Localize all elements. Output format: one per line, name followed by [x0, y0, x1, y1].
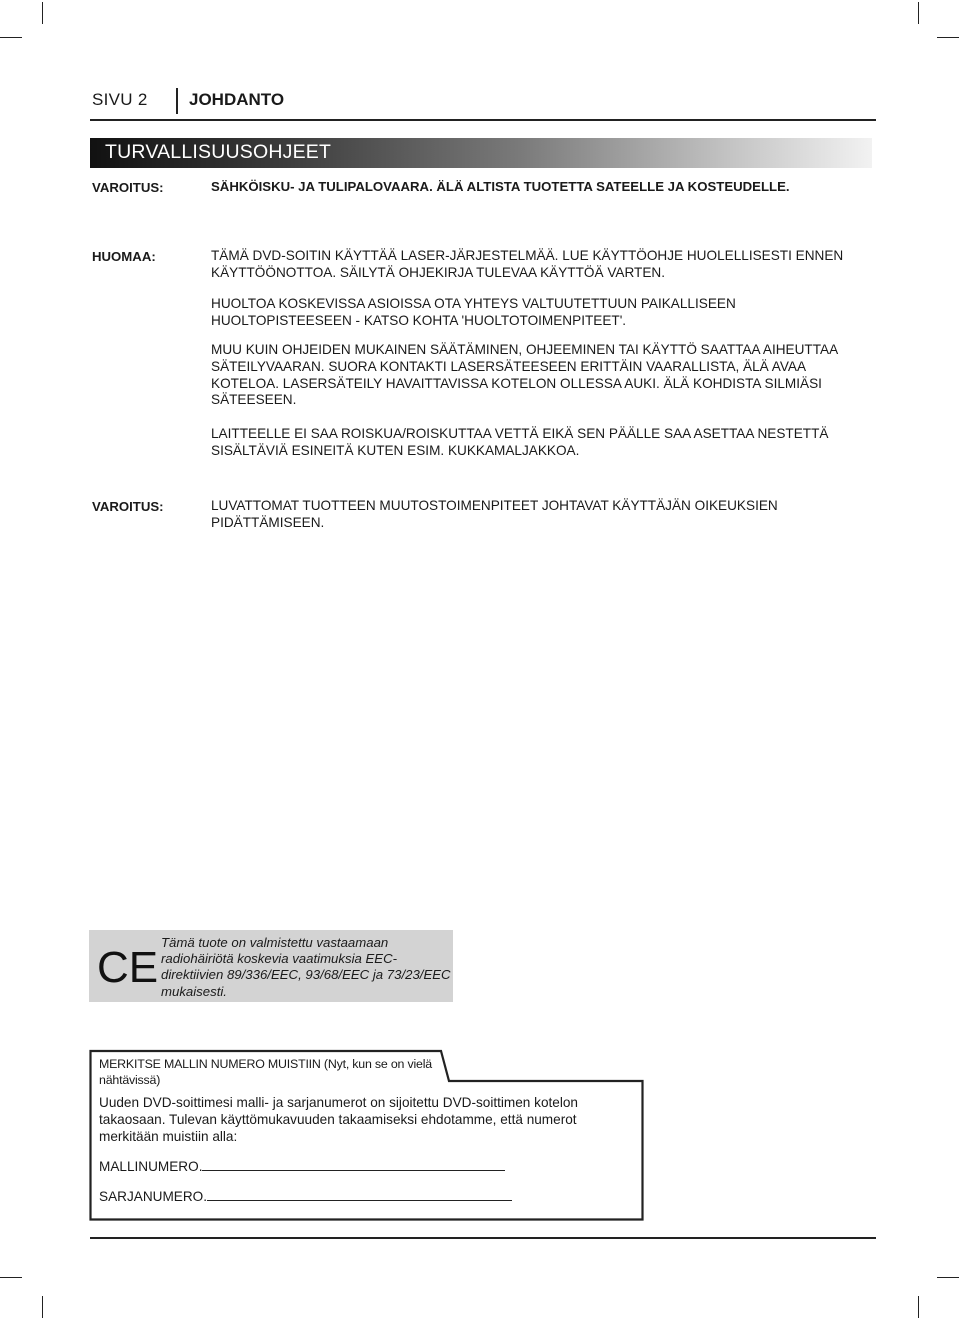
warning-label: VAROITUS: [92, 499, 164, 514]
crop-mark [42, 1296, 43, 1318]
ce-mark-icon [97, 943, 159, 992]
svg-text:CE: CE [97, 943, 159, 992]
crop-mark [937, 1277, 959, 1278]
model-number-label: MALLINUMERO. [99, 1159, 203, 1174]
warning-text: SÄHKÖISKU- JA TULIPALOVAARA. ÄLÄ ALTISTA TUOTETTA SATEELLE JA KOSTEUDELLE. [211, 179, 790, 194]
registration-header: MERKITSE MALLIN NUMERO MUISTIIN (Nyt, kun se on vielä nähtävissä) [99, 1057, 432, 1087]
crop-mark [0, 37, 22, 38]
crop-mark [937, 37, 959, 38]
section-title: TURVALLISUUSOHJEET [105, 141, 332, 163]
page-number: SIVU 2 [92, 90, 148, 109]
crop-mark [918, 2, 919, 24]
warning-text: LUVATTOMAT TUOTTEEN MUUTOSTOIMENPITEET JOHTAVAT KÄYTTÄJÄN OIKEUKSIEN PIDÄTTÄMISEEN. [211, 498, 778, 530]
header-divider [176, 88, 178, 114]
ce-compliance-box [89, 930, 453, 1002]
serial-number-blank[interactable] [207, 1187, 512, 1201]
model-number-blank[interactable] [202, 1157, 505, 1171]
chapter-title: JOHDANTO [189, 90, 285, 109]
section-heading-band [90, 138, 872, 168]
registration-instructions: Uuden DVD-soittimesi malli- ja sarjanumerot on sijoitettu DVD-soittimen kotelon takaosaan. Tulevan käyttömukavuuden takaamiseksi ehdotamme, että numerot merkitään muistiin alla: [99, 1095, 578, 1144]
model-number-field [99, 1157, 505, 1174]
note-paragraph: LAITTEELLE EI SAA ROISKUA/ROISKUTTAA VETTÄ EIKÄ SEN PÄÄLLE SAA ASETTAA NESTETTÄ SISÄLTÄVIÄ ESINEITÄ KUTEN ESIM. KUKKAMALJAKKOA. [211, 426, 829, 458]
note-paragraph: HUOLTOA KOSKEVISSA ASIOISSA OTA YHTEYS VALTUUTETTUUN PAIKALLISEEN HUOLTOPISTEESEEN - KATSO KOHTA 'HUOLTOTOIMENPITEET'. [211, 296, 736, 328]
crop-mark [42, 2, 43, 24]
note-label: HUOMAA: [92, 249, 156, 264]
note-paragraph: TÄMÄ DVD-SOITIN KÄYTTÄÄ LASER-JÄRJESTELMÄÄ. LUE KÄYTTÖOHJE HUOLELLISESTI ENNEN KÄYTTÖÖNOTTOA. SÄILYTÄ OHJEKIRJA TULEVAA KÄYTTÖÄ VARTEN. [211, 248, 844, 280]
warning-label: VAROITUS: [92, 180, 164, 195]
note-paragraph: MUU KUIN OHJEIDEN MUKAINEN SÄÄTÄMINEN, OHJEEMINEN TAI KÄYTTÖ SAATTAA AIHEUTTAA SÄTEILYVAARAN. SUORA KONTAKTI LASERSÄTEESEEN ERITTÄIN VAARALLISTA, ÄLÄ AVAA KOTELOA. LASERSÄTEILY HAVAITTAVISSA KOTELON OLLESSA AUKI. ÄLÄ KOHDISTA SILMIÄSI SÄTEESEEN. [211, 342, 838, 408]
crop-mark [0, 1277, 22, 1278]
header-rule [90, 119, 876, 121]
ce-statement: Tämä tuote on valmistettu vastaamaan radiohäiriötä koskevia vaatimuksia EEC-direktiivien 89/336/EEC, 93/68/EEC ja 73/23/EEC mukaisesti. [161, 935, 451, 999]
serial-number-field [99, 1187, 512, 1204]
footer-rule [90, 1237, 876, 1239]
crop-mark [918, 1296, 919, 1318]
serial-number-label: SARJANUMERO. [99, 1189, 208, 1204]
